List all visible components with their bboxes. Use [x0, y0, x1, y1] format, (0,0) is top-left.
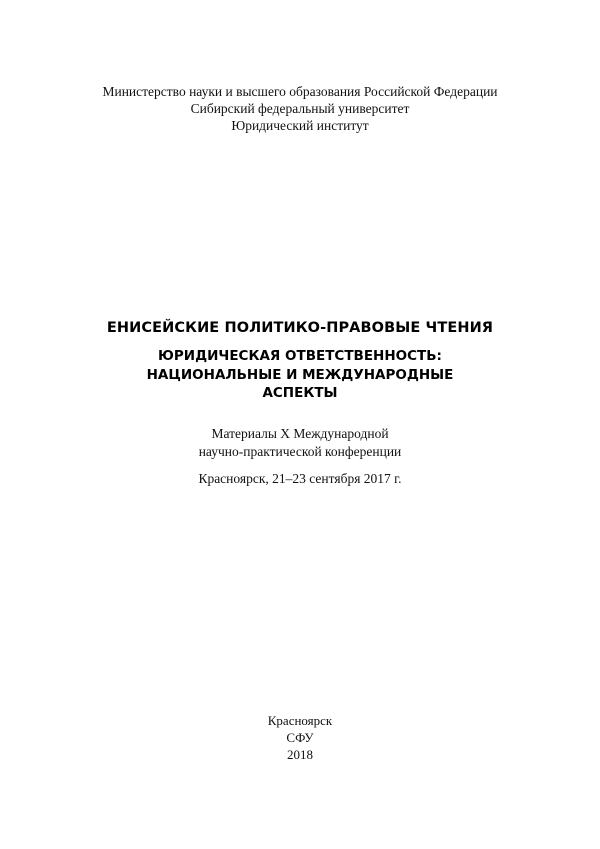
imprint-year: 2018: [287, 747, 313, 762]
subtitle-line: ЮРИДИЧЕСКАЯ ОТВЕТСТВЕННОСТЬ:: [158, 348, 442, 364]
subtitle-line: НАЦИОНАЛЬНЫЕ И МЕЖДУНАРОДНЫЕ: [146, 366, 454, 383]
imprint: [0, 712, 600, 763]
institute-name: Юридический институт: [231, 118, 369, 133]
materials-line: научно-практической конференции: [198, 443, 402, 459]
title-block: [0, 318, 600, 403]
university-name: Сибирский федеральный университет: [190, 101, 410, 116]
imprint-publisher: СФУ: [286, 730, 314, 745]
ministry-name: Министерство науки и высшего образования Российской Федерации: [102, 84, 498, 99]
subtitle: [0, 347, 600, 403]
subtitle-line: АСПЕКТЫ: [262, 385, 338, 401]
materials-line: Материалы Х Международной: [211, 426, 389, 441]
conference-materials: [0, 425, 600, 488]
conference-place-date: Красноярск, 21–23 сентября 2017 г.: [198, 471, 402, 486]
imprint-city: Красноярск: [267, 713, 333, 728]
institution-header: [0, 83, 600, 134]
main-title: ЕНИСЕЙСКИЕ ПОЛИТИКО-ПРАВОВЫЕ ЧТЕНИЯ: [106, 320, 494, 336]
